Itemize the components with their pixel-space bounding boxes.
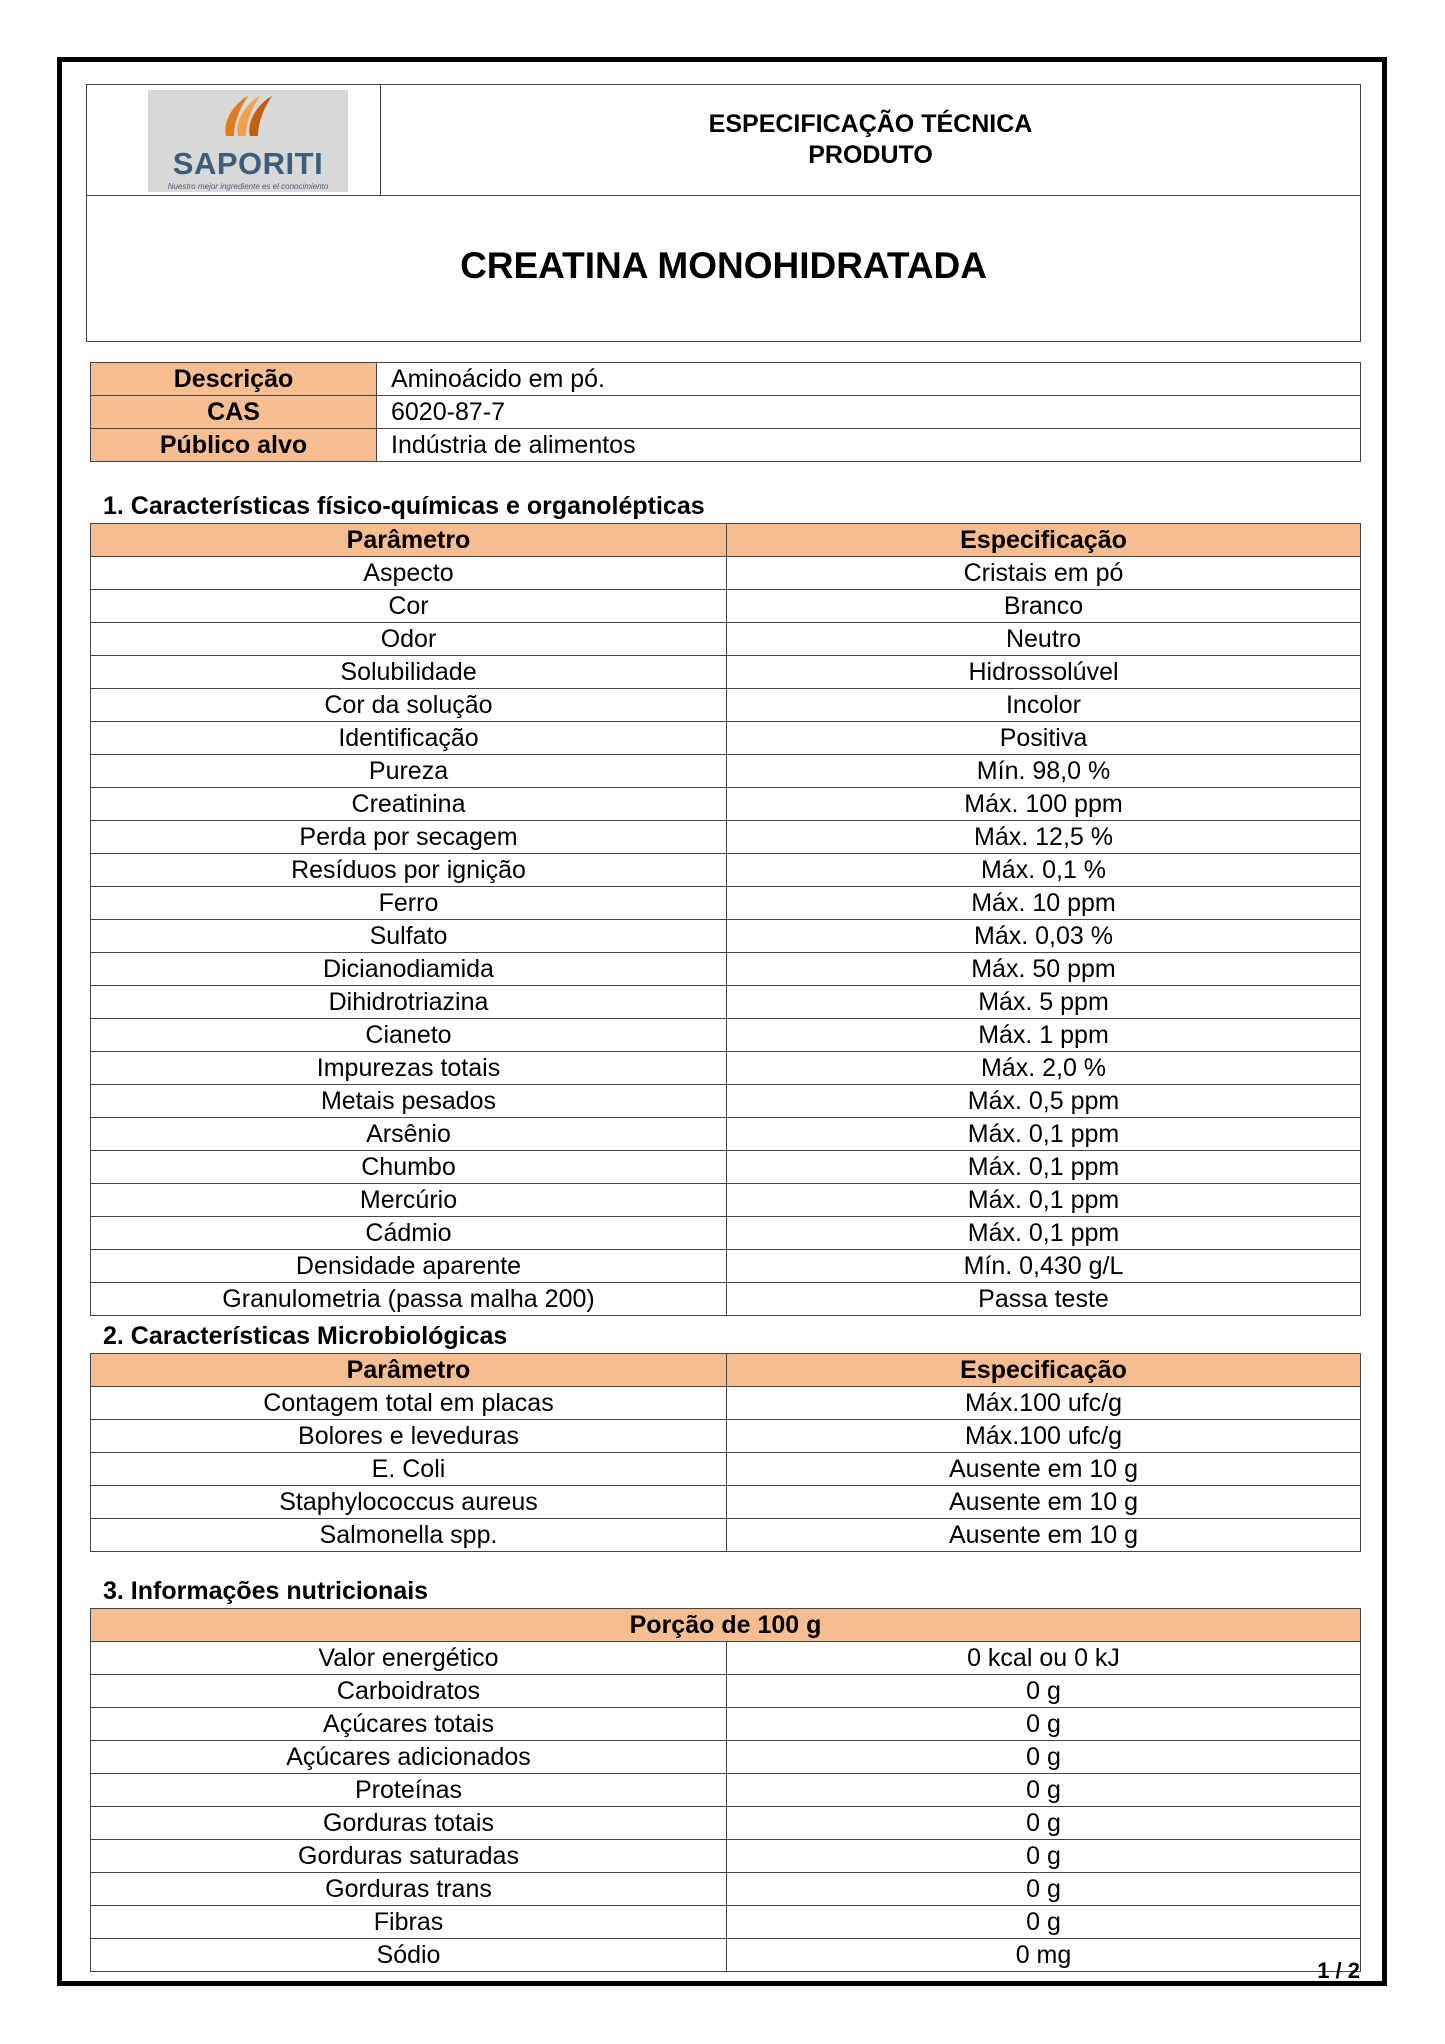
table-row: [91, 623, 1361, 656]
table-row: [91, 1283, 1361, 1316]
value-cell: Incolor: [727, 689, 1361, 722]
value-cell: 0 g: [727, 1741, 1361, 1774]
table-row: [91, 1217, 1361, 1250]
parameter-cell: Cianeto: [91, 1019, 727, 1052]
company-logo: [148, 90, 348, 192]
table-row: [91, 887, 1361, 920]
logo-cell: [87, 85, 381, 195]
table-row: [91, 755, 1361, 788]
nutrition-table: [90, 1608, 1361, 1972]
parameter-cell: Creatinina: [91, 788, 727, 821]
value-cell: Máx. 10 ppm: [727, 887, 1361, 920]
info-value: 6020-87-7: [377, 396, 1361, 429]
column-header-specification: Especificação: [727, 1354, 1361, 1387]
parameter-cell: Açúcares adicionados: [91, 1741, 727, 1774]
table-row: [91, 920, 1361, 953]
value-cell: 0 g: [727, 1675, 1361, 1708]
parameter-cell: Cor: [91, 590, 727, 623]
parameter-cell: Proteínas: [91, 1774, 727, 1807]
value-cell: 0 g: [727, 1906, 1361, 1939]
table-header-row: [91, 1354, 1361, 1387]
parameter-cell: Cor da solução: [91, 689, 727, 722]
parameter-cell: Arsênio: [91, 1118, 727, 1151]
value-cell: Máx. 0,5 ppm: [727, 1085, 1361, 1118]
table-row: [91, 689, 1361, 722]
info-row: [91, 396, 1361, 429]
value-cell: Máx. 0,1 ppm: [727, 1184, 1361, 1217]
table-row: [91, 1420, 1361, 1453]
value-cell: Positiva: [727, 722, 1361, 755]
table-row: [91, 1453, 1361, 1486]
value-cell: Máx. 50 ppm: [727, 953, 1361, 986]
parameter-cell: Sulfato: [91, 920, 727, 953]
value-cell: Mín. 0,430 g/L: [727, 1250, 1361, 1283]
column-header-parameter: Parâmetro: [91, 1354, 727, 1387]
table-row: [91, 656, 1361, 689]
table-row: [91, 821, 1361, 854]
table-row: [91, 953, 1361, 986]
document-header: [86, 84, 1361, 342]
value-cell: Ausente em 10 g: [727, 1453, 1361, 1486]
parameter-cell: Granulometria (passa malha 200): [91, 1283, 727, 1316]
parameter-cell: Dihidrotriazina: [91, 986, 727, 1019]
value-cell: Máx. 2,0 %: [727, 1052, 1361, 1085]
table-row: [91, 1675, 1361, 1708]
document-type: [381, 109, 1360, 171]
value-cell: Máx. 5 ppm: [727, 986, 1361, 1019]
table-row: [91, 1019, 1361, 1052]
table-row: [91, 1486, 1361, 1519]
value-cell: 0 g: [727, 1774, 1361, 1807]
parameter-cell: Salmonella spp.: [91, 1519, 727, 1552]
value-cell: Mín. 98,0 %: [727, 755, 1361, 788]
logo-tagline: Nuestro mejor ingrediente es el conocimiento: [167, 182, 329, 191]
product-title: CREATINA MONOHIDRATADA: [460, 245, 987, 286]
info-label: Descrição: [91, 363, 377, 396]
parameter-cell: Açúcares totais: [91, 1708, 727, 1741]
parameter-cell: Impurezas totais: [91, 1052, 727, 1085]
table-row: [91, 1085, 1361, 1118]
section-1-title: 1. Características físico-químicas e organolépticas: [103, 492, 705, 520]
table-row: [91, 1642, 1361, 1675]
portion-header-row: [91, 1609, 1361, 1642]
value-cell: Ausente em 10 g: [727, 1519, 1361, 1552]
table-row: [91, 1774, 1361, 1807]
info-row: [91, 363, 1361, 396]
column-header-specification: Especificação: [727, 524, 1361, 557]
parameter-cell: Densidade aparente: [91, 1250, 727, 1283]
parameter-cell: Solubilidade: [91, 656, 727, 689]
parameter-cell: Gorduras totais: [91, 1807, 727, 1840]
parameter-cell: Ferro: [91, 887, 727, 920]
doc-type-line2: PRODUTO: [808, 141, 933, 169]
parameter-cell: Mercúrio: [91, 1184, 727, 1217]
value-cell: Hidrossolúvel: [727, 656, 1361, 689]
micro-table: [90, 1353, 1361, 1552]
table-row: [91, 1250, 1361, 1283]
table-row: [91, 1741, 1361, 1774]
parameter-cell: Staphylococcus aureus: [91, 1486, 727, 1519]
parameter-cell: Identificação: [91, 722, 727, 755]
parameter-cell: Cádmio: [91, 1217, 727, 1250]
value-cell: Máx. 0,03 %: [727, 920, 1361, 953]
table-row: [91, 986, 1361, 1019]
parameter-cell: Carboidratos: [91, 1675, 727, 1708]
parameter-cell: Dicianodiamida: [91, 953, 727, 986]
value-cell: Neutro: [727, 623, 1361, 656]
value-cell: Máx. 0,1 ppm: [727, 1151, 1361, 1184]
info-value: Aminoácido em pó.: [377, 363, 1361, 396]
parameter-cell: E. Coli: [91, 1453, 727, 1486]
table-row: [91, 788, 1361, 821]
info-table: [90, 362, 1361, 462]
info-row: [91, 429, 1361, 462]
value-cell: Passa teste: [727, 1283, 1361, 1316]
portion-label: Porção de 100 g: [91, 1609, 1361, 1642]
table-row: [91, 1387, 1361, 1420]
value-cell: 0 g: [727, 1807, 1361, 1840]
parameter-cell: Metais pesados: [91, 1085, 727, 1118]
page-number: 1 / 2: [1317, 1958, 1360, 1983]
value-cell: Máx. 0,1 ppm: [727, 1118, 1361, 1151]
value-cell: 0 g: [727, 1873, 1361, 1906]
value-cell: Ausente em 10 g: [727, 1486, 1361, 1519]
table-row: [91, 1807, 1361, 1840]
parameter-cell: Pureza: [91, 755, 727, 788]
value-cell: Máx. 0,1 %: [727, 854, 1361, 887]
column-header-parameter: Parâmetro: [91, 524, 727, 557]
info-label: CAS: [91, 396, 377, 429]
value-cell: Branco: [727, 590, 1361, 623]
value-cell: Máx.100 ufc/g: [727, 1387, 1361, 1420]
table-row: [91, 557, 1361, 590]
table-row: [91, 1708, 1361, 1741]
table-row: [91, 1519, 1361, 1552]
swirl-icon: [220, 92, 276, 142]
value-cell: Máx.100 ufc/g: [727, 1420, 1361, 1453]
info-label: Público alvo: [91, 429, 377, 462]
value-cell: 0 kcal ou 0 kJ: [727, 1642, 1361, 1675]
table-row: [91, 722, 1361, 755]
value-cell: Máx. 1 ppm: [727, 1019, 1361, 1052]
doc-type-line1: ESPECIFICAÇÃO TÉCNICA: [708, 110, 1033, 138]
parameter-cell: Perda por secagem: [91, 821, 727, 854]
parameter-cell: Valor energético: [91, 1642, 727, 1675]
value-cell: Máx. 100 ppm: [727, 788, 1361, 821]
parameter-cell: Odor: [91, 623, 727, 656]
table-row: [91, 1906, 1361, 1939]
table-row: [91, 1840, 1361, 1873]
parameter-cell: Chumbo: [91, 1151, 727, 1184]
table-row: [91, 854, 1361, 887]
value-cell: Cristais em pó: [727, 557, 1361, 590]
value-cell: 0 g: [727, 1708, 1361, 1741]
header-divider: [87, 195, 1360, 196]
parameter-cell: Gorduras trans: [91, 1873, 727, 1906]
table-row: [91, 590, 1361, 623]
value-cell: Máx. 0,1 ppm: [727, 1217, 1361, 1250]
parameter-cell: Fibras: [91, 1906, 727, 1939]
value-cell: 0 mg: [727, 1939, 1361, 1972]
value-cell: Máx. 12,5 %: [727, 821, 1361, 854]
parameter-cell: Contagem total em placas: [91, 1387, 727, 1420]
parameter-cell: Bolores e leveduras: [91, 1420, 727, 1453]
table-row: [91, 1873, 1361, 1906]
table-row: [91, 1052, 1361, 1085]
logo-name: SAPORITI: [172, 146, 324, 181]
parameter-cell: Aspecto: [91, 557, 727, 590]
section-3-title: 3. Informações nutricionais: [103, 1577, 429, 1605]
info-value: Indústria de alimentos: [377, 429, 1361, 462]
table-row: [91, 1118, 1361, 1151]
value-cell: 0 g: [727, 1840, 1361, 1873]
table-row: [91, 1184, 1361, 1217]
table-row: [91, 1151, 1361, 1184]
parameter-cell: Sódio: [91, 1939, 727, 1972]
parameter-cell: Gorduras saturadas: [91, 1840, 727, 1873]
section-2-title: 2. Características Microbiológicas: [103, 1322, 508, 1350]
physchem-table: [90, 523, 1361, 1316]
table-row: [91, 1939, 1361, 1972]
parameter-cell: Resíduos por ignição: [91, 854, 727, 887]
table-header-row: [91, 524, 1361, 557]
